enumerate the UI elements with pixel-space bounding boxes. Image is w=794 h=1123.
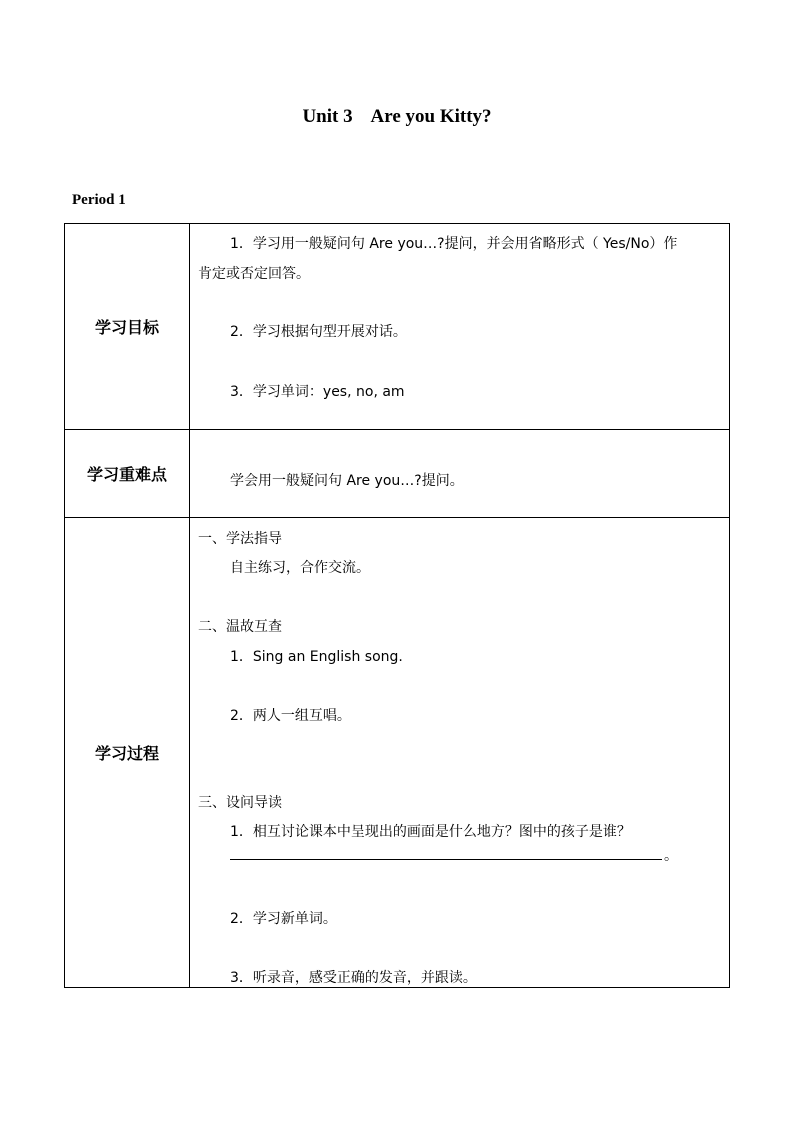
row-label-objectives: 学习目标 xyxy=(65,224,190,430)
objective-line-3: 3．学习单词：yes, no, am xyxy=(230,384,405,400)
table-row-process xyxy=(65,518,730,988)
answer-blank-line xyxy=(230,859,662,860)
key-point-line: 学会用一般疑问句 Are you…?提问。 xyxy=(230,473,464,489)
process-section-3-heading: 三、设问导读 xyxy=(198,795,282,811)
process-section-3-item-3: 3．听录音，感受正确的发音，并跟读。 xyxy=(230,970,477,986)
document-title: Unit 3 Are you Kitty? xyxy=(302,106,492,127)
answer-blank-period: 。 xyxy=(664,848,678,864)
lesson-plan-table xyxy=(64,223,730,988)
objective-line-1: 1．学习用一般疑问句 Are you…?提问，并会用省略形式（ Yes/No）作 xyxy=(230,236,678,252)
table-row-key-points xyxy=(65,430,730,518)
process-section-2-item-2: 2．两人一组互唱。 xyxy=(230,708,351,724)
process-section-2-item-1: 1．Sing an English song. xyxy=(230,649,403,665)
row-content-objectives xyxy=(190,224,730,430)
objective-line-1-cont: 肯定或否定回答。 xyxy=(198,266,310,282)
process-section-2-heading: 二、温故互查 xyxy=(198,619,282,635)
process-section-1-heading: 一、学法指导 xyxy=(198,531,282,547)
row-content-key-points xyxy=(190,430,730,518)
process-section-3-item-2: 2．学习新单词。 xyxy=(230,911,337,927)
period-heading: Period 1 xyxy=(72,192,126,208)
objective-line-2: 2．学习根据句型开展对话。 xyxy=(230,324,407,340)
row-label-process: 学习过程 xyxy=(65,518,190,988)
row-content-process xyxy=(190,518,730,988)
process-section-3-item-1: 1．相互讨论课本中呈现出的画面是什么地方？图中的孩子是谁？ xyxy=(230,824,631,840)
row-label-key-points: 学习重难点 xyxy=(65,430,190,518)
table-row-objectives xyxy=(65,224,730,430)
process-section-1-text: 自主练习，合作交流。 xyxy=(230,560,370,576)
